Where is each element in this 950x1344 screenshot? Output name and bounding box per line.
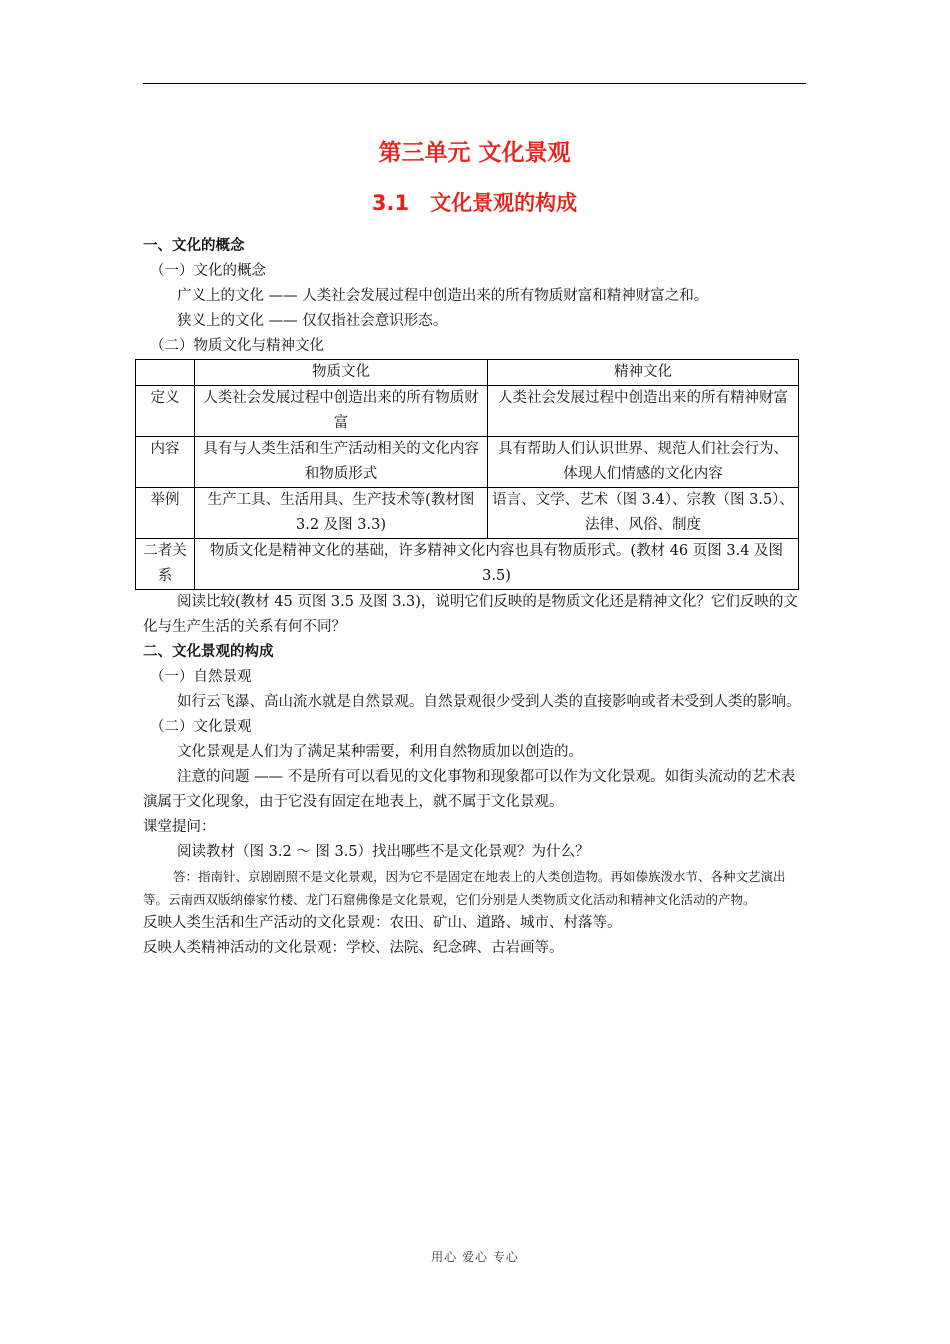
table-row (136, 437, 799, 488)
section2-p1: 如行云飞瀑、高山流水就是自然景观。自然景观很少受到人类的直接影响或者未受到人类的影响。 (177, 694, 801, 710)
table-cell: 人类社会发展过程中创造出来的所有精神财富 (488, 386, 799, 437)
table-header-cell: 精神文化 (488, 360, 799, 386)
table-header-row (136, 360, 799, 386)
table-cell: 具有与人类生活和生产活动相关的文化内容和物质形式 (195, 437, 488, 488)
section1-sub2: （二）物质文化与精神文化 (150, 338, 324, 354)
section2-p4: 反映人类生活和生产活动的文化景观：农田、矿山、道路、城市、村落等。 (143, 915, 622, 931)
header-rule (143, 83, 806, 84)
table-cell: 人类社会发展过程中创造出来的所有物质财富 (195, 386, 488, 437)
section1-p3: 阅读比较(教材 45 页图 3.5 及图 3.3)，说明它们反映的是物质文化还是精神文化？它们反映的文化与生产生活的关系有何不同？ (143, 594, 798, 635)
section2-heading: 二、文化景观的构成 (143, 644, 274, 660)
section2-sub1: （一）自然景观 (150, 669, 252, 685)
document-body (143, 130, 806, 961)
section1-p1: 广义上的文化 —— 人类社会发展过程中创造出来的所有物质财富和精神财富之和。 (177, 288, 709, 304)
table-cell: 生产工具、生活用具、生产技术等(教材图 3.2 及图 3.3) (195, 488, 488, 539)
table-header-cell (136, 360, 195, 386)
section1-sub1: （一）文化的概念 (150, 263, 266, 279)
table-cell: 物质文化是精神文化的基础，许多精神文化内容也具有物质形式。(教材 46 页图 3.4 及图 3.5) (195, 539, 799, 590)
page-subtitle: 3.1 文化景观的构成 (371, 191, 578, 215)
class-question: 阅读教材（图 3.2 ～ 图 3.5）找出哪些不是文化景观？为什么？ (177, 844, 590, 860)
table-row-label: 举例 (136, 488, 195, 539)
table-row (136, 386, 799, 437)
table-row-label: 定义 (136, 386, 195, 437)
section2-p3: 注意的问题 —— 不是所有可以看见的文化事物和现象都可以作为文化景观。如街头流动的艺术表演属于文化现象，由于它没有固定在地表上，就不属于文化景观。 (143, 769, 796, 810)
culture-comparison-table (135, 359, 799, 590)
section2-p5: 反映人类精神活动的文化景观：学校、法院、纪念碑、古岩画等。 (143, 940, 564, 956)
page-footer: 用心 爱心 专心 (431, 1250, 519, 1264)
class-question-label: 课堂提问： (143, 819, 216, 835)
table-header-cell: 物质文化 (195, 360, 488, 386)
table-row-label: 二者关系 (136, 539, 195, 590)
answer-note: 答：指南针、京剧剧照不是文化景观，因为它不是固定在地表上的人类创造物。再如傣族泼水节、各种文艺演出等。云南西双版纳傣家竹楼、龙门石窟佛像是文化景观，它们分别是人类物质文化活动和精神文化活动的产物。 (143, 869, 786, 907)
table-cell: 具有帮助人们认识世界、规范人们社会行为、体现人们情感的文化内容 (488, 437, 799, 488)
table-row (136, 539, 799, 590)
section1-heading: 一、文化的概念 (143, 238, 245, 254)
section2-sub2: （二）文化景观 (150, 719, 252, 735)
section2-p2: 文化景观是人们为了满足某种需要，利用自然物质加以创造的。 (177, 744, 583, 760)
table-cell: 语言、文学、艺术（图 3.4）、宗教（图 3.5）、法律、风俗、制度 (488, 488, 799, 539)
page-title: 第三单元 文化景观 (378, 140, 571, 166)
table-row-label: 内容 (136, 437, 195, 488)
section1-p2: 狭义上的文化 —— 仅仅指社会意识形态。 (177, 313, 448, 329)
table-row (136, 488, 799, 539)
